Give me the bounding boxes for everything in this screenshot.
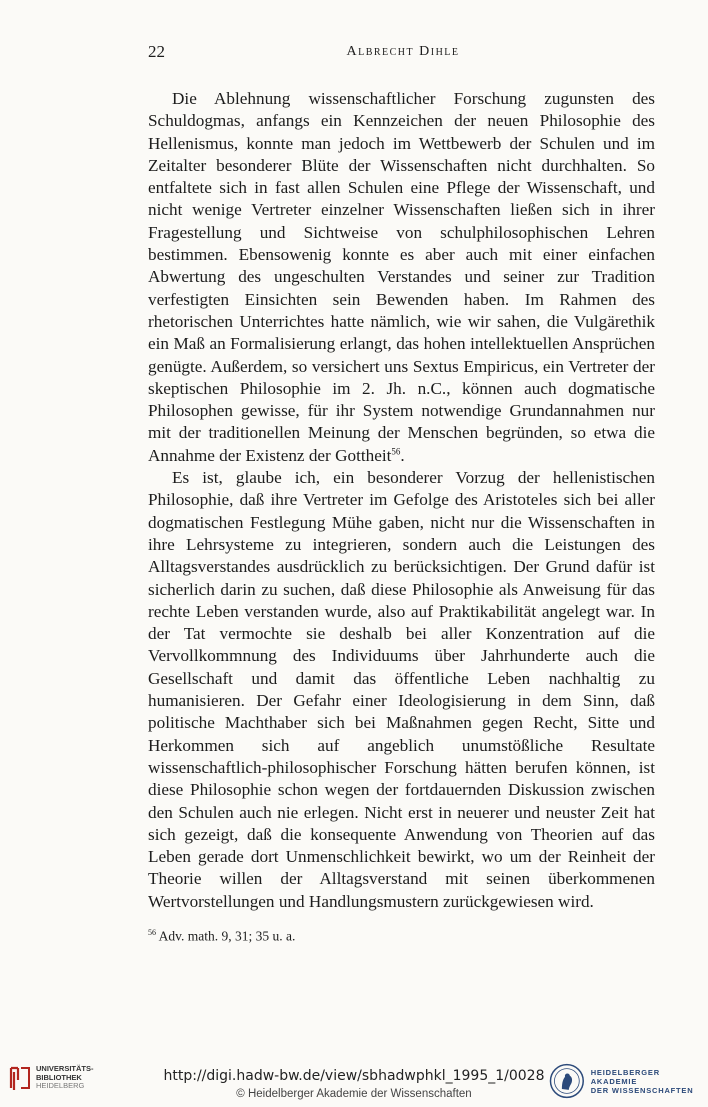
academy-seal-icon xyxy=(549,1063,585,1099)
copyright-notice: © Heidelberger Akademie der Wissenschaften xyxy=(236,1088,472,1100)
footnote-text: Adv. math. 9, 31; 35 u. a. xyxy=(158,928,296,944)
paragraph-end: . xyxy=(400,445,405,465)
paragraph xyxy=(148,88,655,467)
paragraph-text: Es ist, glaube ich, ein besonderer Vorzug der hellenistischen Philosophie, daß ihre Vertreter im Gefolge des Aristoteles sich bei aller dogmatischen Festlegung Mühe gaben, nicht nur die Wissenschaften in ihre Lehrsysteme zu integrieren, sondern auch die Leistungen des Alltagsverstandes ausdrücklich zu berücksichtigen. Der Grund dafür ist sicherlich darin zu suchen, daß diese Philosophie als Anweisung für das rechte Leben verstanden wurde, also auf Praktikabilität angelegt war. In der Tat vermochte sie deshalb bei aller Konzentration auf die Vervollkommnung des Individuums über Jahrhunderte auch die Gesellschaft und damit das öffentliche Leben nachhaltig zu humanisieren. Der Gefahr einer Ideologisierung in dem Sinn, daß politische Machthaber sich bei Maßnahmen gegen Recht, Sitte und Herkommen sich auf angeblich unumstößliche Resultate wissenschaftlich-philosophischer Forschung hätten berufen können, ist diese Philosophie schon wegen der fortdauernden Diskussion zwischen den Schulen auch nie erlegen. Nicht erst in neuerer und neuster Zeit hat sich gezeigt, daß die konsequente Anwendung von Theorien auf das Leben gerade dort Unmenschlichkeit bewirkt, wo um der Reinheit der Theorie willen der Alltagsverstand mit seinen überkommenen Wertvorstellungen und Handlungsmustern zurückgewiesen wird. xyxy=(148,468,655,911)
page-footer xyxy=(0,1058,708,1107)
footnote-reference[interactable]: 56 xyxy=(391,446,401,457)
body-text xyxy=(148,88,655,913)
academy-name: HEIDELBERGER AKADEMIE DER WISSENSCHAFTEN xyxy=(590,1067,694,1095)
running-head: Albrecht Dihle xyxy=(346,44,460,59)
page-number: 22 xyxy=(148,42,165,61)
page-header xyxy=(148,42,658,66)
paragraph xyxy=(148,467,655,913)
footnote-number: 56 xyxy=(148,928,156,937)
permalink-url[interactable]: http://digi.hadw-bw.de/view/sbhadwphkl_1995_1/0028 xyxy=(163,1068,545,1084)
library-name: UNIVERSITÄTS- BIBLIOTHEK HEIDELBERG xyxy=(36,1064,94,1091)
footnote xyxy=(148,928,295,945)
academy-logo[interactable] xyxy=(549,1063,708,1099)
paragraph-text: Die Ablehnung wissenschaftlicher Forschung zugunsten des Schuldogmas, anfangs ein Kennzeichen der neuen Philosophie des Hellenismus, konnte man jedoch im Wettbewerb der Schulen und im Zeitalter besonderer Blüte der Wissenschaften nicht durchhalten. So entfaltete sich in fast allen Schulen eine Pflege der Wissenschaft, und nicht wenige Vertreter einzelner Wissenschaften ließen sich in ihrer Fragestellung und Sichtweise von schulphilosophischen Lehren bestimmen. Ebensowenig konnte es aber auch mit einer einfachen Abwertung des ungeschulten Verstandes und seiner zur Tradition verfestigten Einsichten sein Bewenden haben. Im Rahmen des rhetorischen Unterrichtes hatte nämlich, wie wir sahen, die Vulgärethik ein Maß an Formalisierung erlangt, das hohen intellektuellen Ansprüchen genügte. Außerdem, so versichert uns Sextus Empiricus, ein Vertreter der skeptischen Philosophie im 2. Jh. n.C., können auch dogmatische Philosophen gewisse, für ihr System notwendige Grundannahmen nur mit der traditionellen Meinung der Menschen begründen, so etwa die Annahme der Existenz der Gottheit xyxy=(148,89,655,465)
